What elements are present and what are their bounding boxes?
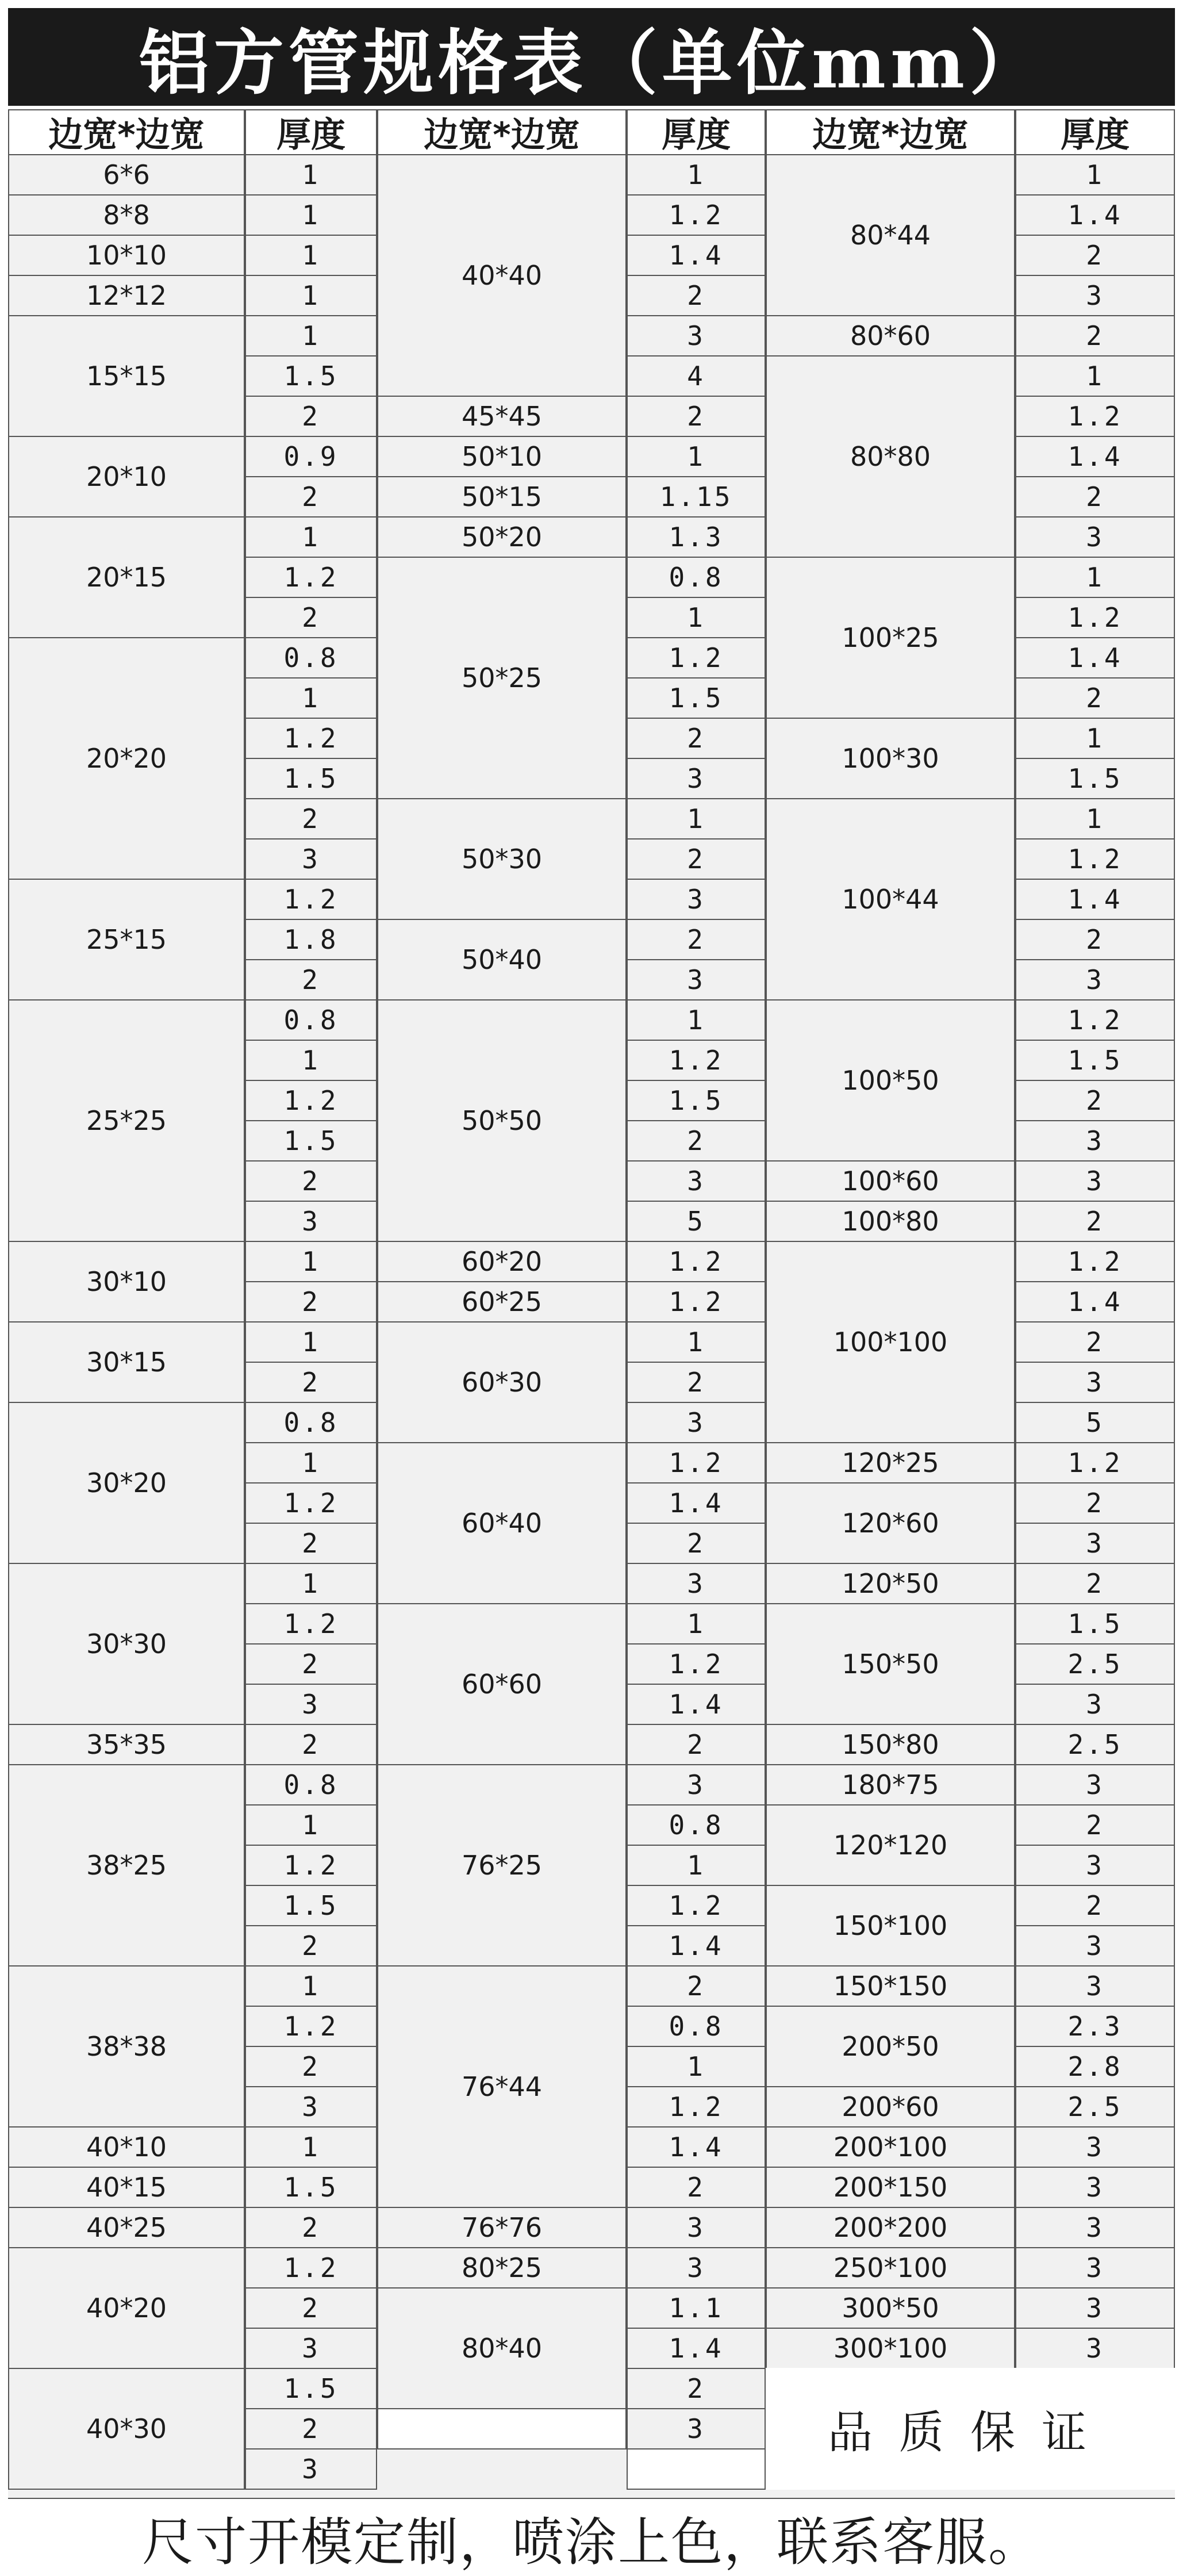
size-cell: 35*35 [8, 1724, 245, 1765]
thickness-cell: 1 [1015, 718, 1175, 759]
thickness-cell: 0.8 [627, 1804, 766, 1846]
thickness-cell: 5 [1015, 1402, 1175, 1443]
size-cell: 50*50 [377, 999, 627, 1242]
size-cell: 25*25 [8, 999, 245, 1242]
size-cell: 30*30 [8, 1563, 245, 1725]
thickness-cell: 1.2 [627, 194, 766, 236]
thickness-cell: 2 [245, 1724, 377, 1765]
thickness-cell: 1.2 [627, 637, 766, 678]
size-cell: 20*20 [8, 637, 245, 880]
size-cell: 120*25 [766, 1442, 1015, 1483]
thickness-cell: 1.5 [245, 355, 377, 397]
thickness-cell: 3 [1015, 1965, 1175, 2007]
thickness-cell: 3 [1015, 1845, 1175, 1886]
quality-guarantee-text: 品质保证 [766, 2368, 1175, 2490]
thickness-cell: 2 [1015, 677, 1175, 719]
size-cell: 300*50 [766, 2287, 1015, 2329]
thickness-cell: 1.4 [1015, 1281, 1175, 1322]
thickness-cell: 3 [627, 2408, 766, 2450]
thickness-cell: 1 [245, 1321, 377, 1363]
size-cell: 150*100 [766, 1885, 1015, 1966]
thickness-cell: 0.8 [245, 999, 377, 1041]
thickness-cell: 1.2 [245, 1603, 377, 1644]
thickness-cell: 2 [627, 1362, 766, 1403]
size-cell: 200*150 [766, 2167, 1015, 2208]
thickness-cell: 2 [627, 1120, 766, 1162]
thickness-cell: 1.2 [1015, 1442, 1175, 1483]
thickness-cell: 0.8 [245, 1402, 377, 1443]
size-cell: 30*10 [8, 1241, 245, 1322]
thickness-cell: 2 [627, 919, 766, 960]
size-cell: 40*20 [8, 2247, 245, 2369]
thickness-cell: 2.5 [1015, 2086, 1175, 2128]
size-cell: 40*10 [8, 2126, 245, 2168]
size-cell: 50*30 [377, 798, 627, 920]
thickness-cell: 1.15 [627, 476, 766, 518]
column-header: 边宽*边宽 [766, 109, 1015, 155]
thickness-cell: 1 [245, 1040, 377, 1081]
size-cell: 45*45 [377, 396, 627, 437]
thickness-cell: 3 [1015, 1523, 1175, 1564]
thickness-cell: 3 [1015, 1362, 1175, 1403]
thickness-cell: 1.5 [245, 2368, 377, 2409]
size-cell: 60*30 [377, 1321, 627, 1443]
size-cell: 20*10 [8, 436, 245, 518]
thickness-cell: 2 [245, 798, 377, 839]
size-cell: 76*44 [377, 1965, 627, 2208]
thickness-cell: 1.2 [627, 1643, 766, 1685]
thickness-cell: 3 [1015, 1120, 1175, 1162]
thickness-cell: 1.5 [245, 1885, 377, 1926]
size-cell: 30*15 [8, 1321, 245, 1403]
column-header: 边宽*边宽 [377, 109, 627, 155]
thickness-cell: 3 [245, 2086, 377, 2128]
thickness-cell: 1 [245, 1442, 377, 1483]
thickness-cell: 3 [627, 758, 766, 799]
thickness-cell: 1 [1015, 355, 1175, 397]
thickness-cell: 1 [245, 1804, 377, 1846]
size-cell: 200*200 [766, 2207, 1015, 2248]
thickness-cell: 2 [1015, 1804, 1175, 1846]
size-cell: 30*20 [8, 1402, 245, 1564]
thickness-cell: 1.5 [1015, 1040, 1175, 1081]
thickness-cell: 1 [627, 798, 766, 839]
thickness-cell: 2.8 [1015, 2046, 1175, 2087]
thickness-cell: 2 [627, 2368, 766, 2409]
thickness-cell: 3 [245, 2328, 377, 2369]
thickness-cell: 1.5 [627, 1080, 766, 1121]
thickness-cell: 1.2 [627, 1885, 766, 1926]
thickness-cell: 2 [245, 1925, 377, 1966]
size-cell: 120*120 [766, 1804, 1015, 1886]
thickness-cell: 2 [245, 1643, 377, 1685]
size-cell: 150*150 [766, 1965, 1015, 2007]
thickness-cell: 1 [627, 1321, 766, 1363]
thickness-cell: 3 [627, 959, 766, 1000]
thickness-cell: 1 [1015, 154, 1175, 195]
thickness-cell: 1.2 [245, 718, 377, 759]
thickness-cell: 1 [627, 1845, 766, 1886]
thickness-cell: 2 [627, 718, 766, 759]
thickness-cell: 3 [627, 315, 766, 356]
thickness-cell: 2 [245, 2287, 377, 2329]
thickness-cell: 1 [1015, 798, 1175, 839]
thickness-cell: 3 [1015, 1764, 1175, 1805]
thickness-cell: 0.9 [245, 436, 377, 477]
thickness-cell: 2 [1015, 919, 1175, 960]
size-cell: 80*80 [766, 355, 1015, 558]
thickness-cell: 2 [245, 2046, 377, 2087]
thickness-cell: 3 [245, 1201, 377, 1242]
thickness-cell: 3 [1015, 2207, 1175, 2248]
thickness-cell: 2 [627, 1724, 766, 1765]
thickness-cell: 2 [1015, 1885, 1175, 1926]
thickness-cell: 1.4 [1015, 436, 1175, 477]
thickness-cell: 2 [627, 1965, 766, 2007]
size-cell: 80*60 [766, 315, 1015, 356]
thickness-cell: 1 [627, 597, 766, 638]
thickness-cell: 2 [1015, 315, 1175, 356]
size-cell [377, 2408, 627, 2450]
column-header: 厚度 [1015, 109, 1175, 155]
thickness-cell: 2 [245, 1523, 377, 1564]
thickness-cell: 1 [245, 154, 377, 195]
thickness-cell: 1.3 [627, 516, 766, 558]
size-cell: 100*44 [766, 798, 1015, 1000]
size-cell: 100*100 [766, 1241, 1015, 1443]
column-header: 厚度 [245, 109, 377, 155]
thickness-cell: 1.4 [1015, 194, 1175, 236]
thickness-cell: 1 [245, 1965, 377, 2007]
thickness-cell: 1 [245, 315, 377, 356]
size-cell: 100*80 [766, 1201, 1015, 1242]
thickness-cell: 1 [627, 436, 766, 477]
spec-table [8, 109, 1175, 2498]
thickness-cell: 1.5 [1015, 1603, 1175, 1644]
size-cell: 200*50 [766, 2006, 1015, 2087]
thickness-cell: 2 [1015, 1321, 1175, 1363]
size-cell: 200*100 [766, 2126, 1015, 2168]
thickness-cell: 3 [1015, 1925, 1175, 1966]
thickness-cell: 2 [627, 396, 766, 437]
size-cell: 60*20 [377, 1241, 627, 1282]
thickness-cell: 3 [1015, 275, 1175, 316]
size-cell: 50*15 [377, 476, 627, 518]
thickness-cell: 1.2 [627, 1442, 766, 1483]
size-cell: 38*38 [8, 1965, 245, 2128]
thickness-cell: 1.5 [245, 758, 377, 799]
thickness-cell: 3 [245, 1684, 377, 1725]
size-cell: 60*40 [377, 1442, 627, 1604]
thickness-cell: 1 [245, 275, 377, 316]
size-cell: 120*50 [766, 1563, 1015, 1604]
size-cell: 80*44 [766, 154, 1015, 316]
thickness-cell: 1.4 [627, 1684, 766, 1725]
size-cell: 40*30 [8, 2368, 245, 2490]
thickness-cell: 2 [1015, 1563, 1175, 1604]
size-cell: 40*15 [8, 2167, 245, 2208]
thickness-cell: 1.2 [245, 2247, 377, 2288]
thickness-cell: 5 [627, 1201, 766, 1242]
size-cell: 60*25 [377, 1281, 627, 1322]
column-header: 边宽*边宽 [8, 109, 245, 155]
size-cell: 50*20 [377, 516, 627, 558]
thickness-cell: 2 [1015, 476, 1175, 518]
thickness-cell: 1 [245, 194, 377, 236]
thickness-cell: 1.2 [1015, 597, 1175, 638]
size-cell: 38*25 [8, 1764, 245, 1966]
thickness-cell: 2 [245, 396, 377, 437]
thickness-cell: 2 [245, 2408, 377, 2450]
thickness-cell: 1.5 [245, 2167, 377, 2208]
thickness-cell: 1.2 [1015, 1241, 1175, 1282]
thickness-cell [627, 2448, 766, 2490]
thickness-cell: 3 [1015, 2287, 1175, 2329]
thickness-cell: 1.2 [245, 879, 377, 920]
thickness-cell: 3 [1015, 1684, 1175, 1725]
thickness-cell: 1.2 [627, 1241, 766, 1282]
thickness-cell: 1.2 [627, 2086, 766, 2128]
thickness-cell: 1.2 [245, 557, 377, 598]
size-cell: 80*40 [377, 2287, 627, 2409]
thickness-cell: 2.3 [1015, 2006, 1175, 2047]
thickness-cell: 3 [627, 1764, 766, 1805]
size-cell: 25*15 [8, 879, 245, 1000]
size-cell: 150*50 [766, 1603, 1015, 1725]
thickness-cell: 2 [245, 1362, 377, 1403]
size-cell: 100*25 [766, 557, 1015, 719]
column-header: 厚度 [627, 109, 766, 155]
thickness-cell: 1 [627, 154, 766, 195]
thickness-cell: 2 [1015, 1482, 1175, 1524]
thickness-cell: 2 [245, 959, 377, 1000]
thickness-cell: 1.2 [1015, 396, 1175, 437]
size-cell: 300*100 [766, 2328, 1015, 2369]
thickness-cell: 2 [245, 476, 377, 518]
thickness-cell: 1 [1015, 557, 1175, 598]
thickness-cell: 3 [1015, 2167, 1175, 2208]
size-cell: 76*25 [377, 1764, 627, 1966]
size-cell: 76*76 [377, 2207, 627, 2248]
thickness-cell: 2 [245, 597, 377, 638]
thickness-cell: 1 [245, 677, 377, 719]
size-cell: 40*25 [8, 2207, 245, 2248]
thickness-cell: 3 [627, 1160, 766, 1202]
thickness-cell: 1 [245, 2126, 377, 2168]
thickness-cell: 2 [245, 1160, 377, 1202]
thickness-cell: 2 [245, 1281, 377, 1322]
thickness-cell: 0.8 [627, 2006, 766, 2047]
thickness-cell: 1.4 [627, 1925, 766, 1966]
thickness-cell: 1.1 [627, 2287, 766, 2329]
thickness-cell: 1.2 [245, 1080, 377, 1121]
thickness-cell: 3 [245, 2448, 377, 2490]
thickness-cell: 2 [1015, 1201, 1175, 1242]
thickness-cell: 1 [245, 1563, 377, 1604]
size-cell: 20*15 [8, 516, 245, 638]
thickness-cell: 2 [627, 838, 766, 880]
thickness-cell: 1.5 [627, 677, 766, 719]
thickness-cell: 2 [1015, 1080, 1175, 1121]
thickness-cell: 2 [627, 275, 766, 316]
thickness-cell: 1.2 [245, 1845, 377, 1886]
size-cell: 12*12 [8, 275, 245, 316]
thickness-cell: 3 [1015, 2328, 1175, 2369]
size-cell: 250*100 [766, 2247, 1015, 2288]
thickness-cell: 1.4 [627, 2328, 766, 2369]
thickness-cell: 3 [1015, 516, 1175, 558]
thickness-cell: 3 [627, 1563, 766, 1604]
size-cell: 100*30 [766, 718, 1015, 799]
thickness-cell: 2 [1015, 235, 1175, 276]
size-cell: 120*60 [766, 1482, 1015, 1564]
size-cell: 50*40 [377, 919, 627, 1000]
size-cell: 50*10 [377, 436, 627, 477]
size-cell: 60*60 [377, 1603, 627, 1765]
thickness-cell: 1.2 [245, 1482, 377, 1524]
thickness-cell: 1 [627, 2046, 766, 2087]
thickness-cell: 1.2 [1015, 838, 1175, 880]
thickness-cell: 3 [1015, 2247, 1175, 2288]
thickness-cell: 0.8 [245, 1764, 377, 1805]
thickness-cell: 3 [627, 1402, 766, 1443]
thickness-cell: 4 [627, 355, 766, 397]
size-cell: 50*25 [377, 557, 627, 799]
thickness-cell: 2 [245, 2207, 377, 2248]
size-cell: 100*60 [766, 1160, 1015, 1202]
thickness-cell: 2.5 [1015, 1724, 1175, 1765]
thickness-cell: 2 [627, 2167, 766, 2208]
thickness-cell: 1.2 [1015, 999, 1175, 1041]
footer-note: 尺寸开模定制，喷涂上色，联系客服。 [8, 2498, 1175, 2576]
thickness-cell: 1.2 [627, 1040, 766, 1081]
thickness-cell: 2.5 [1015, 1643, 1175, 1685]
size-cell: 150*80 [766, 1724, 1015, 1765]
size-cell: 180*75 [766, 1764, 1015, 1805]
thickness-cell: 1.4 [627, 2126, 766, 2168]
spec-sheet [8, 0, 1175, 2575]
size-cell: 100*50 [766, 999, 1015, 1162]
thickness-cell: 1.4 [1015, 879, 1175, 920]
size-cell: 6*6 [8, 154, 245, 195]
thickness-cell: 3 [245, 838, 377, 880]
thickness-cell: 3 [627, 2207, 766, 2248]
thickness-cell: 1 [245, 235, 377, 276]
thickness-cell: 1.4 [627, 235, 766, 276]
size-cell: 10*10 [8, 235, 245, 276]
thickness-cell: 1 [627, 1603, 766, 1644]
thickness-cell: 3 [1015, 2126, 1175, 2168]
size-cell: 8*8 [8, 194, 245, 236]
thickness-cell: 3 [627, 2247, 766, 2288]
thickness-cell: 1.4 [1015, 637, 1175, 678]
thickness-cell: 0.8 [245, 637, 377, 678]
thickness-cell: 3 [1015, 959, 1175, 1000]
thickness-cell: 1.4 [627, 1482, 766, 1524]
size-cell: 200*60 [766, 2086, 1015, 2128]
thickness-cell: 1.8 [245, 919, 377, 960]
thickness-cell: 2 [627, 1523, 766, 1564]
thickness-cell: 1 [245, 1241, 377, 1282]
thickness-cell: 0.8 [627, 557, 766, 598]
thickness-cell: 1.2 [245, 2006, 377, 2047]
size-cell: 80*25 [377, 2247, 627, 2288]
thickness-cell: 1.2 [627, 1281, 766, 1322]
thickness-cell: 1.5 [245, 1120, 377, 1162]
thickness-cell: 3 [627, 879, 766, 920]
thickness-cell: 3 [1015, 1160, 1175, 1202]
size-cell: 40*40 [377, 154, 627, 397]
size-cell: 15*15 [8, 315, 245, 437]
thickness-cell: 1 [245, 516, 377, 558]
page-title: 铝方管规格表（单位mm） [8, 8, 1175, 106]
thickness-cell: 1 [627, 999, 766, 1041]
thickness-cell: 1.5 [1015, 758, 1175, 799]
